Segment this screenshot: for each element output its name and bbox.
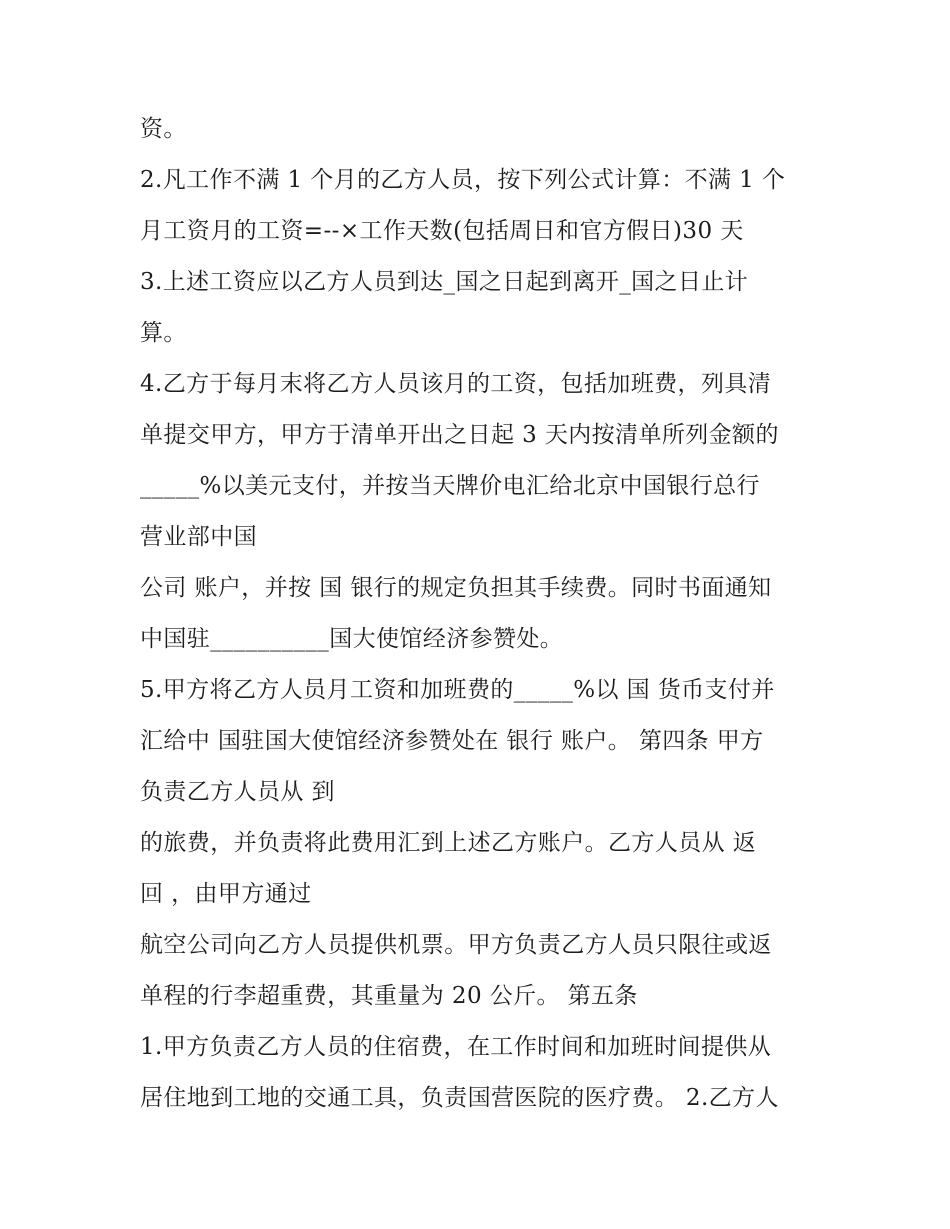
text-line: 资。 — [140, 116, 187, 142]
text-line: 单提交甲方，甲方于清单开出之日起 3 天内按清单所列金额的 — [140, 422, 779, 448]
text-line: 汇给中 国驻国大使馆经济参赞处在 银行 账户。 第四条 甲方 — [140, 728, 764, 754]
text-line: 2.凡工作不满 1 个月的乙方人员，按下列公式计算：不满 1 个 — [140, 167, 786, 193]
text-line: 4.乙方于每月末将乙方人员该月的工资，包括加班费，列具清 — [140, 371, 772, 397]
text-line: 的旅费，并负责将此费用汇到上述乙方账户。乙方人员从 返 — [140, 830, 757, 856]
text-line: 居住地到工地的交通工具，负责国营医院的医疗费。 2.乙方人 — [140, 1085, 779, 1111]
text-line: 算。 — [140, 320, 187, 346]
text-line: 公司 账户，并按 国 银行的规定负担其手续费。同时书面通知 — [140, 575, 772, 601]
document-body — [140, 104, 830, 1124]
text-line: _____%以美元支付，并按当天牌价电汇给北京中国银行总行 — [140, 473, 760, 499]
text-line: 5.甲方将乙方人员月工资和加班费的_____%以 国 货币支付并 — [140, 677, 775, 703]
text-line: 营业部中国 — [140, 524, 257, 550]
text-line: 1.甲方负责乙方人员的住宿费，在工作时间和加班时间提供从 — [140, 1034, 772, 1060]
text-line: 负责乙方人员从 到 — [140, 779, 335, 805]
text-line: 中国驻__________国大使馆经济参赞处。 — [140, 626, 564, 652]
text-line: 3.上述工资应以乙方人员到达_国之日起到离开_国之日止计 — [140, 269, 749, 295]
text-line: 回 ，由甲方通过 — [140, 881, 312, 907]
text-line: 航空公司向乙方人员提供机票。甲方负责乙方人员只限往或返 — [140, 932, 772, 958]
text-line: 单程的行李超重费，其重量为 20 公斤。 第五条 — [140, 983, 638, 1009]
text-line: 月工资月的工资=--×工作天数(包括周日和官方假日)30 天 — [140, 218, 744, 244]
